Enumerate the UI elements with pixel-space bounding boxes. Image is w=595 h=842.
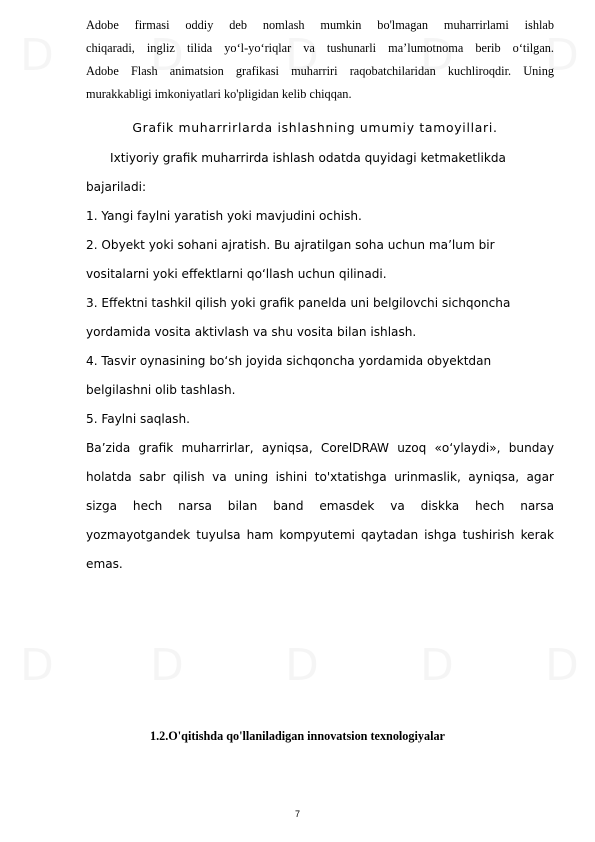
step-item: 3. Effektni tashkil qilish yoki grafik panelda uni belgilovchi sichqoncha yordamida vosita aktivlash va shu vosita bilan ishlash.	[86, 296, 511, 339]
step-item: 2. Obyekt yoki sohani ajratish. Bu ajratilgan soha uchun ma’lum bir vositalarni yoki effektlarni qo‘llash uchun qilinadi.	[86, 238, 495, 281]
watermark-icon	[420, 640, 454, 691]
watermark-icon	[285, 640, 319, 691]
step-item: 4. Tasvir oynasining bo‘sh joyida sichqoncha yordamida obyektdan belgilashni olib tashlash.	[86, 354, 492, 397]
body-text	[86, 144, 554, 579]
closing-paragraph: Ba’zida grafik muharrirlar, ayniqsa, CorelDRAW uzoq «o‘ylaydi», bunday holatda sabr qilish va uning ishini to'xtatishga urinmaslik, ayniqsa, agar sizga hech narsa bilan band emasdek va diskka hech narsa yozmayotgandek tuyulsa ham kompyutemi qaytadan ishga tushirish kerak emas.	[86, 441, 554, 571]
lead-paragraph: Ixtiyoriy grafik muharrirda ishlash odatda quyidagi ketmaketlikda bajariladi:	[86, 151, 506, 194]
watermark-icon	[20, 640, 54, 691]
page-number: 7	[294, 809, 300, 819]
step-item: 1. Yangi faylni yaratish yoki mavjudini ochish.	[86, 209, 362, 223]
intro-paragraph	[86, 14, 554, 106]
watermark-icon	[150, 640, 184, 691]
intro-line: murakkabligi imkoniyatlari ko'pligidan kelib chiqqan.	[86, 87, 352, 101]
subheading	[0, 116, 595, 140]
intro-line: Adobe Flash animatsion grafikasi muharriri raqobatchilaridan kuchliroqdir. Uning	[86, 64, 554, 78]
section-title: 1.2.O'qitishda qo'llaniladigan innovatsion texnologiyalar	[150, 729, 445, 743]
watermark-icon	[20, 30, 54, 81]
intro-line: chiqaradi, ingliz tilida yo‘l-yo‘riqlar va tushunarli ma’lumotnoma berib o‘tilgan.	[86, 41, 554, 55]
subheading-text: Grafik muharrirlarda ishlashning umumiy tamoyillari.	[132, 120, 498, 135]
intro-line: Adobe firmasi oddiy deb nomlash mumkin bo'lmagan muharrirlami ishlab	[86, 18, 554, 32]
watermark-icon	[545, 640, 579, 691]
step-item: 5. Faylni saqlash.	[86, 412, 190, 426]
